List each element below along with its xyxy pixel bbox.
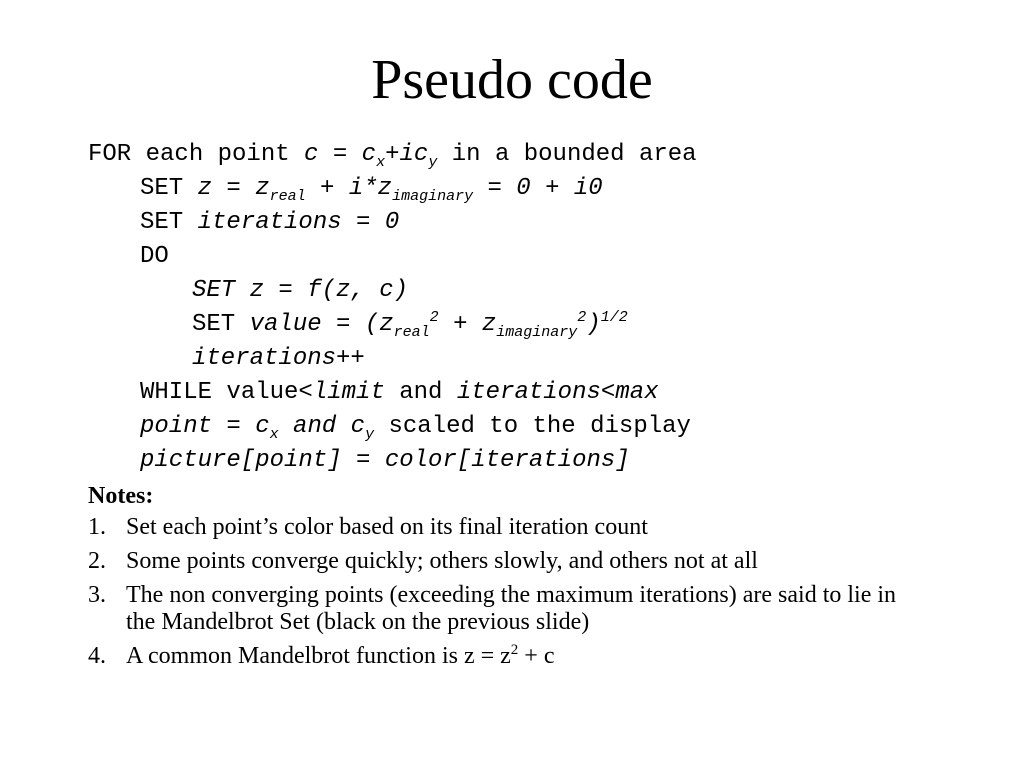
note-number: 2. — [88, 548, 106, 574]
note-text: The non converging points (exceeding the maximum iterations) are said to lie in the Mandelbrot Set (black on the previous slide) — [126, 582, 897, 635]
code-line-7: iterations++ — [192, 345, 365, 372]
code-line-4: DO — [140, 243, 169, 270]
code-subscript: real — [393, 323, 430, 341]
code-text: + z — [438, 311, 497, 338]
code-line-9 — [88, 410, 697, 444]
code-subscript: imaginary — [392, 187, 474, 205]
note-text-part: + c — [518, 643, 555, 669]
code-superscript: 1/2 — [600, 309, 628, 326]
code-keyword: WHILE value< — [140, 379, 313, 406]
code-subscript: imaginary — [496, 323, 578, 341]
code-var: c — [361, 141, 377, 168]
note-number: 4. — [88, 643, 106, 669]
code-text: point = c — [140, 413, 270, 440]
code-text: and — [384, 379, 457, 406]
note-text-part: A common Mandelbrot function is z = z — [126, 643, 511, 669]
note-number: 1. — [88, 514, 106, 540]
code-line-10: picture[point] = color[iterations] — [140, 447, 630, 474]
note-number: 3. — [88, 582, 106, 608]
pseudo-code-block — [88, 138, 697, 478]
code-subscript: y — [428, 153, 438, 171]
code-text: + i*z — [305, 175, 393, 202]
code-text: z = z — [197, 175, 270, 202]
note-item — [88, 643, 908, 670]
code-keyword: SET — [192, 311, 250, 338]
code-line-2 — [88, 172, 697, 206]
note-text: Some points converge quickly; others slowly, and others not at all — [126, 548, 758, 574]
code-text: +i — [385, 141, 414, 168]
notes-section — [88, 480, 908, 677]
code-line-5: SET z = f(z, c) — [192, 277, 409, 304]
note-item — [88, 548, 908, 575]
notes-heading: Notes: — [88, 483, 154, 509]
note-text: Set each point’s color based on its final iteration count — [126, 514, 648, 540]
code-keyword: SET — [140, 175, 198, 202]
code-var: c — [413, 141, 429, 168]
code-text: and c — [278, 413, 366, 440]
code-text: = 0 + i0 — [473, 175, 603, 202]
slide-title: Pseudo code — [371, 49, 653, 111]
note-item — [88, 582, 908, 636]
code-superscript: 2 — [577, 309, 587, 326]
code-subscript: x — [269, 425, 279, 443]
code-text: scaled to the display — [374, 413, 691, 440]
note-text — [126, 643, 908, 670]
code-text: in a bounded area — [437, 141, 697, 168]
code-subscript: x — [376, 153, 386, 171]
code-text: value = (z — [249, 311, 394, 338]
code-text: ) — [586, 311, 601, 338]
code-keyword: SET — [140, 209, 198, 236]
code-line-1 — [88, 138, 697, 172]
code-text: FOR each point — [88, 141, 305, 168]
code-line-3 — [88, 206, 697, 240]
code-subscript: real — [269, 187, 306, 205]
note-superscript: 2 — [510, 642, 519, 658]
code-text: iterations = 0 — [197, 209, 400, 236]
note-item — [88, 514, 908, 541]
code-line-8 — [88, 376, 697, 410]
code-subscript: y — [365, 425, 375, 443]
code-var: c — [304, 141, 319, 168]
code-var: limit — [312, 379, 385, 406]
code-text: = — [318, 141, 362, 168]
code-superscript: 2 — [429, 309, 439, 326]
code-line-6 — [88, 308, 697, 342]
code-var: iterations<max — [456, 379, 659, 406]
